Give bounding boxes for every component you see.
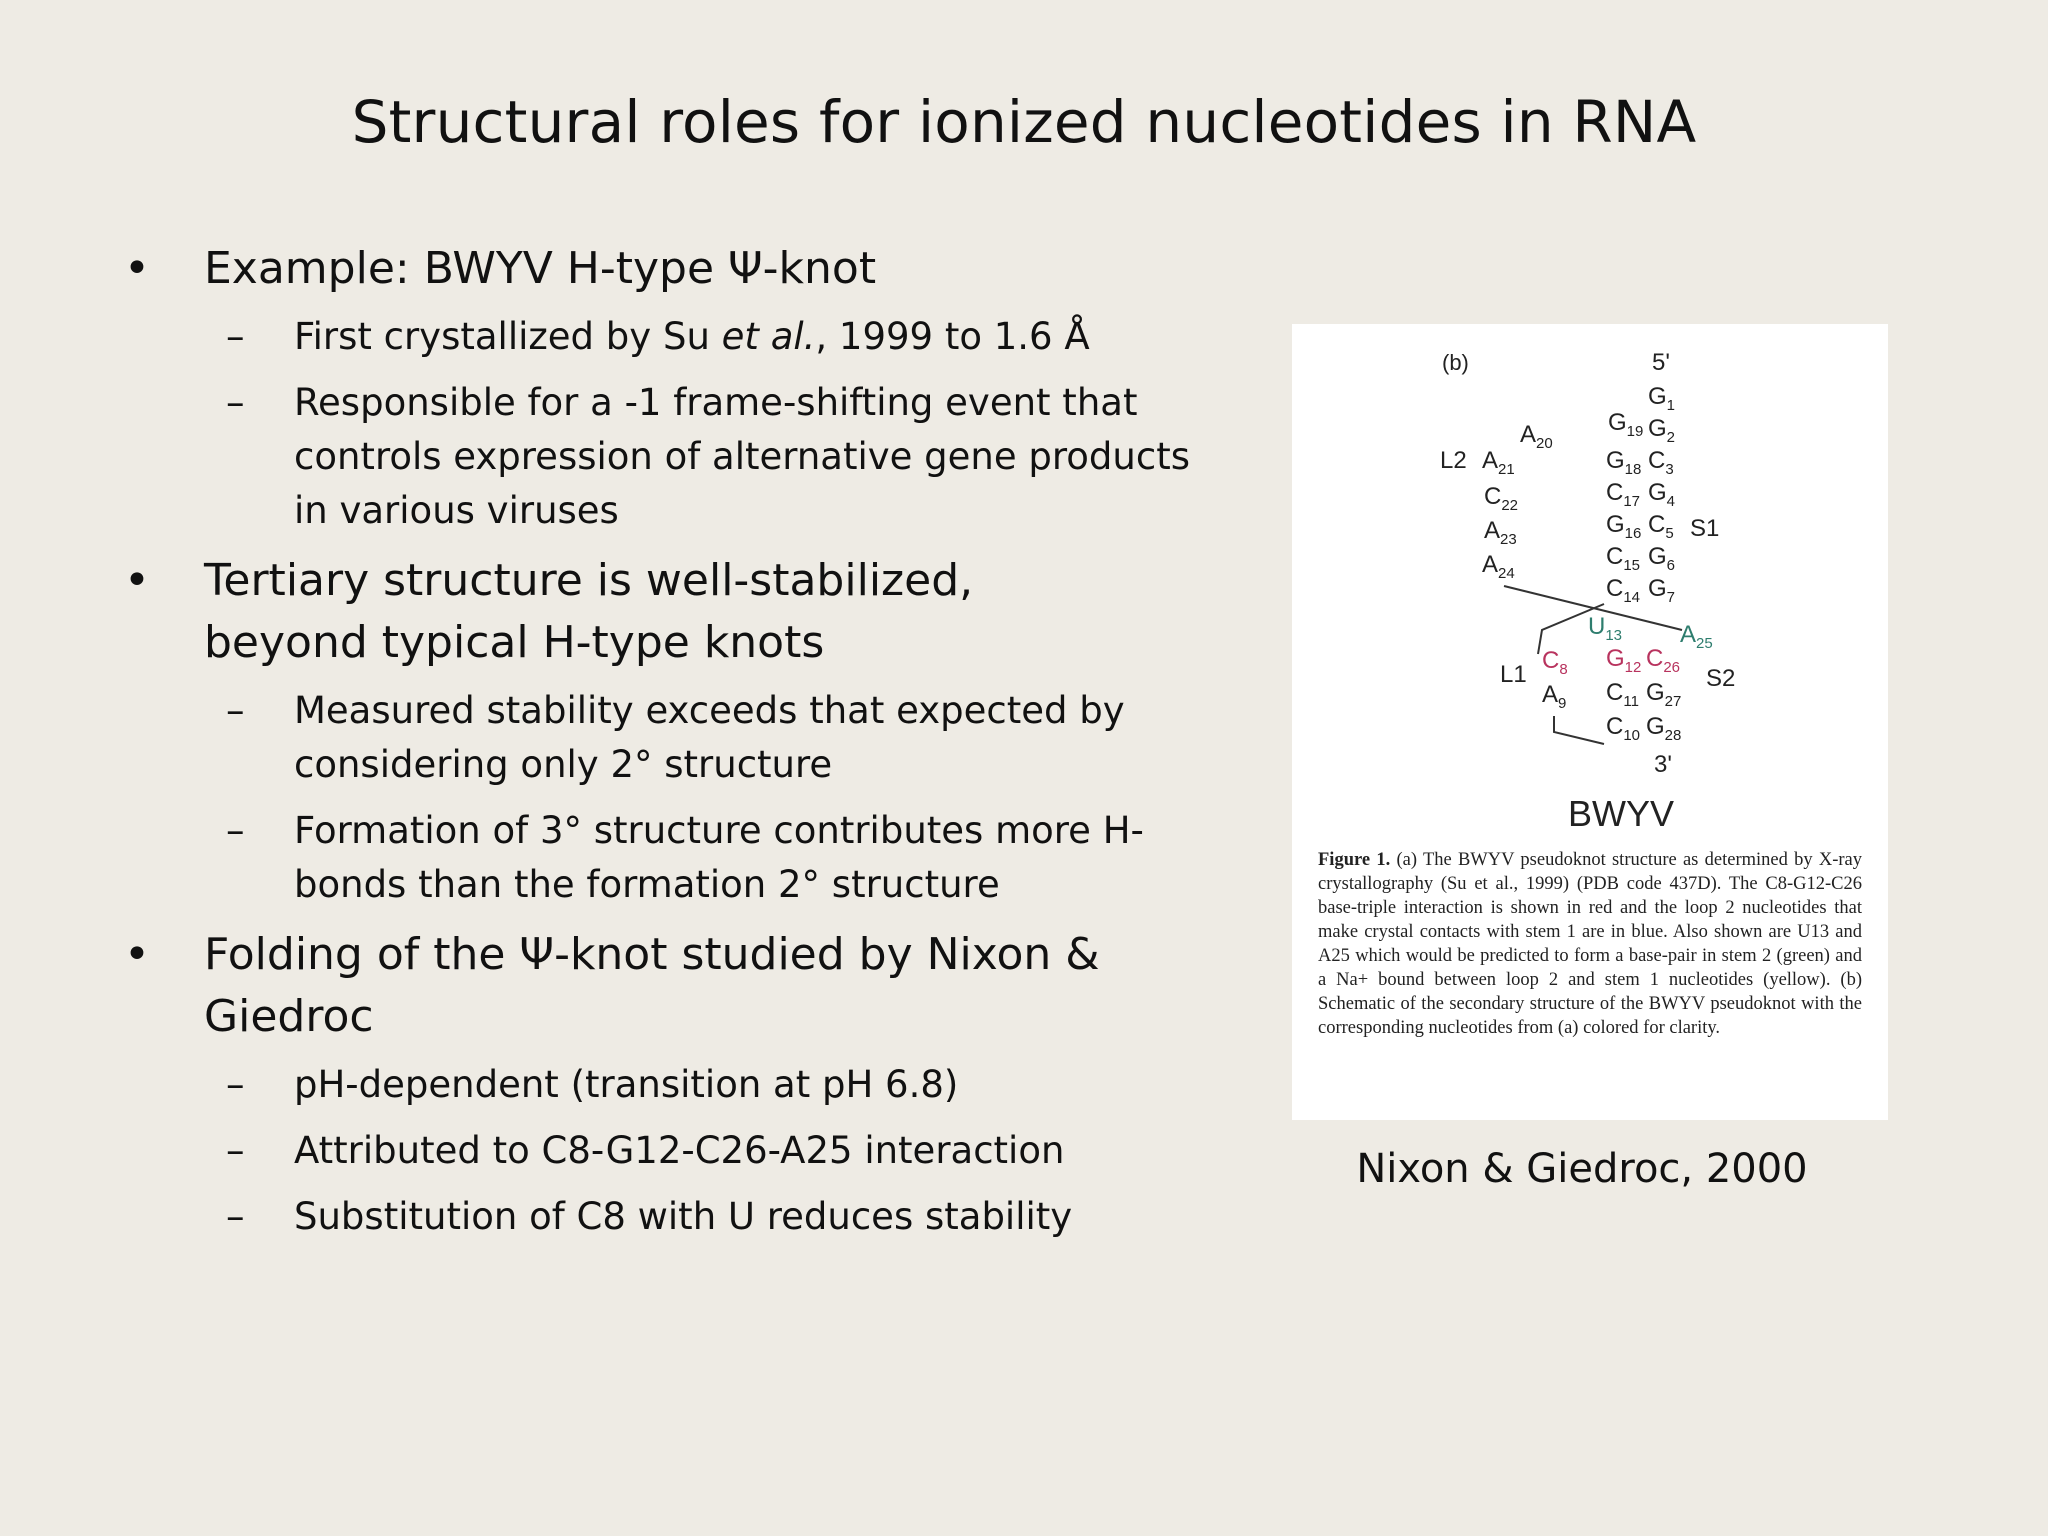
sub-bullet-1-1-italic: et al.	[721, 315, 816, 358]
svg-text:G7: $G_7$	[1648, 575, 1676, 606]
L1-label: L1	[1500, 661, 1527, 688]
dash-marker: –	[226, 1129, 245, 1172]
bullet-3-text: Folding of the Ψ-knot studied by Nixon & Giedroc	[204, 929, 1100, 1042]
bullet-list	[120, 238, 1210, 1256]
sub-bullet-3-3-text: Substitution of C8 with U reduces stability	[294, 1195, 1073, 1238]
bullet-1	[120, 238, 1210, 300]
svg-text:C14: $C_{14}$	[1606, 575, 1641, 606]
dash-marker: –	[226, 315, 245, 358]
U13: $U_{13}$	[1588, 613, 1623, 644]
sub-bullet-1-1-text: First crystallized by Su	[294, 315, 722, 358]
sub-bullet-3-1	[120, 1058, 1210, 1112]
figure-name: BWYV	[1568, 793, 1675, 834]
svg-text:C17: $C_{17}$	[1606, 479, 1641, 510]
svg-text:C11: $C_{11}$	[1606, 679, 1639, 710]
bullet-1-text: Example: BWYV H-type Ψ-knot	[204, 243, 877, 294]
svg-text:G1: $G_1$	[1648, 383, 1676, 414]
svg-text:G16: $G_{16}$	[1606, 511, 1642, 542]
S1-label: S1	[1690, 515, 1720, 542]
five-prime-label: 5'	[1652, 349, 1670, 376]
caption-text: (a) The BWYV pseudoknot structure as determined by X-ray crystallography (Su et al., 1999) (PDB code 437D). The C8-G12-C26 base-triple interaction is shown in red and the loop 2 nucleotides that make crystal contacts with stem 1 are in blue. Also shown are U13 and A25 which would be predicted to form a base-pair in stem 2 (green) and a Na+ bound between loop 2 and stem 1 nucleotides (yellow). (b) Schematic of the secondary structure of the BWYV pseudoknot with the corresponding nucleotides from (a) colored for clarity.	[1318, 850, 1863, 1038]
bullet-2-line2: beyond typical H-type knots	[204, 617, 825, 668]
sub-bullet-1-2	[120, 376, 1210, 538]
svg-text:C15: $C_{15}$	[1606, 543, 1641, 574]
stem1-left-column	[1606, 409, 1643, 606]
sub-bullet-3-3	[120, 1190, 1210, 1244]
sub-bullet-3-2-text: Attributed to C8-G12-C26-A25 interaction	[294, 1129, 1065, 1172]
three-prime-label: 3'	[1654, 751, 1672, 778]
sub-bullet-3-2	[120, 1124, 1210, 1178]
figure-credit: Nixon & Giedroc, 2000	[1356, 1146, 1808, 1192]
S2-label: S2	[1706, 665, 1736, 692]
svg-text:A21: $A_{21}$	[1482, 447, 1515, 478]
C8: $C_8$	[1542, 647, 1568, 678]
svg-text:A20: $A_{20}$	[1520, 421, 1553, 452]
svg-text:A9: $A_9$	[1542, 681, 1567, 712]
svg-text:G28: $G_{28}$	[1646, 713, 1682, 744]
bullet-3	[120, 924, 1210, 1048]
dash-marker: –	[226, 809, 245, 852]
svg-text:G27: $G_{27}$	[1646, 679, 1682, 710]
dash-marker: –	[226, 1063, 245, 1106]
sub-bullet-1-2-text: Responsible for a -1 frame-shifting event that controls expression of alternative gene products in various viruses	[294, 381, 1190, 532]
figure-caption	[1318, 848, 1862, 1040]
svg-text:G6: $G_6$	[1648, 543, 1676, 574]
svg-text:C5: $C_5$	[1648, 511, 1674, 542]
stem1-right-column	[1648, 383, 1675, 606]
loop1-connector-line	[1554, 716, 1604, 744]
sub-bullet-2-1	[120, 684, 1210, 792]
bullet-marker: •	[124, 555, 150, 606]
sub-bullet-1-1	[120, 310, 1210, 364]
bullet-2	[120, 550, 1210, 674]
G12: $G_{12}$	[1606, 645, 1642, 676]
L2-label: L2	[1440, 447, 1467, 474]
svg-text:G4: $G_4$	[1648, 479, 1676, 510]
dash-marker: –	[226, 381, 245, 424]
bullet-marker: •	[124, 243, 150, 294]
C26: $C_{26}$	[1646, 645, 1681, 676]
svg-text:G19: $G_{19}$	[1608, 409, 1644, 440]
caption-lead: Figure 1.	[1318, 850, 1391, 870]
bullet-marker: •	[124, 929, 150, 980]
sub-bullet-2-1-text: Measured stability exceeds that expected by considering only 2° structure	[294, 689, 1125, 786]
sub-bullet-2-2	[120, 804, 1210, 912]
svg-text:C3: $C_3$	[1648, 447, 1674, 478]
pseudoknot-diagram	[1292, 324, 1888, 844]
svg-text:C22: $C_{22}$	[1484, 483, 1519, 514]
sub-bullet-3-1-text: pH-dependent (transition at pH 6.8)	[294, 1063, 959, 1106]
panel-label: (b)	[1442, 350, 1469, 375]
A25: $A_{25}$	[1680, 621, 1713, 652]
sub-bullet-1-1-tail: , 1999 to 1.6 Å	[815, 315, 1090, 358]
svg-text:A24: $A_{24}$	[1482, 551, 1515, 582]
svg-text:C10: $C_{10}$	[1606, 713, 1641, 744]
bullet-2-line1: Tertiary structure is well-stabilized,	[204, 555, 974, 606]
svg-text:A23: $A_{23}$	[1484, 517, 1517, 548]
pseudoknot-figure	[1292, 324, 1888, 1120]
sub-bullet-2-2-text: Formation of 3° structure contributes more H-bonds than the formation 2° structure	[294, 809, 1144, 906]
svg-text:G18: $G_{18}$	[1606, 447, 1642, 478]
loop2-nucleotides	[1482, 421, 1553, 582]
dash-marker: –	[226, 689, 245, 732]
svg-text:G2: $G_2$	[1648, 415, 1676, 446]
slide-title: Structural roles for ionized nucleotides in RNA	[351, 88, 1697, 156]
dash-marker: –	[226, 1195, 245, 1238]
